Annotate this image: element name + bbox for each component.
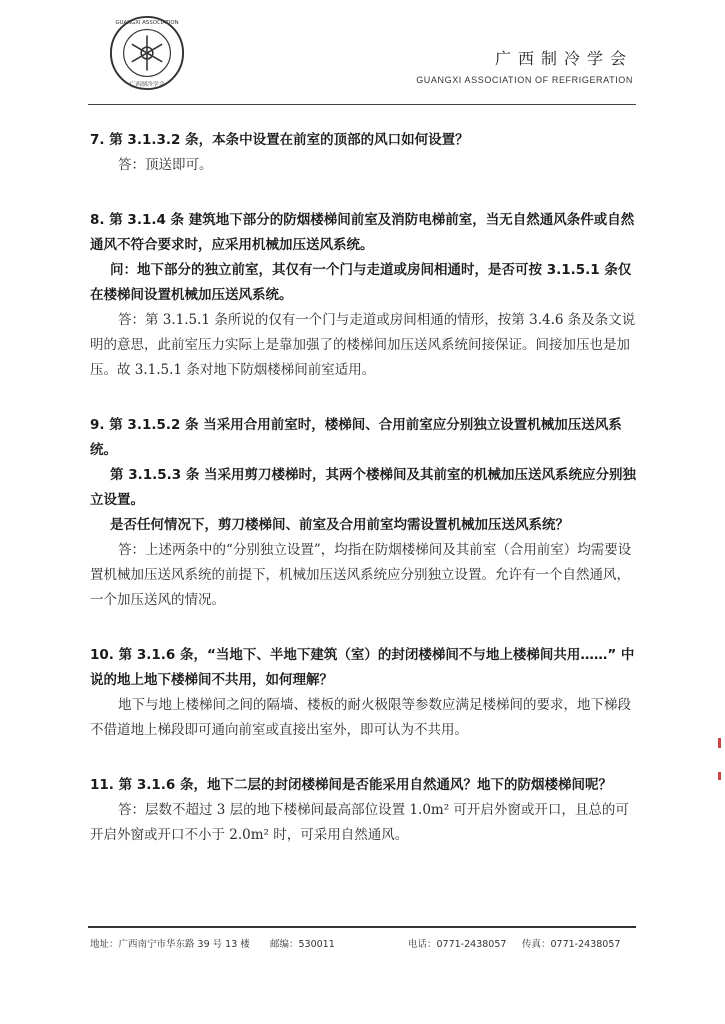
faq-item-8: [90, 208, 638, 383]
svg-text:广西制冷学会: 广西制冷学会: [129, 82, 165, 89]
faq-item-11: [90, 773, 638, 848]
faq-item-9: [90, 413, 638, 613]
question-text: 11. 第 3.1.6 条，地下二层的封闭楼梯间是否能采用自然通风？地下的防烟楼梯间呢？: [90, 777, 612, 793]
answer-text: 答：第 3.1.5.1 条所说的仅有一个门与走道或房间相通的情形，按第 3.4.6 条及条文说明的意思，此前室压力实际上是靠加强了的楼梯间加压送风系统间接保证。间接加压也是加压。故 3.1.5.1 条对地下防烟楼梯间前室适用。: [90, 312, 636, 378]
question-text: 10. 第 3.1.6 条，“当地下、半地下建筑（室）的封闭楼梯间不与地上楼梯间共用……” 中说的地上地下楼梯间不共用，如何理解？: [90, 647, 635, 688]
footer-divider: [88, 926, 636, 928]
scan-edge-mark: [718, 738, 721, 748]
faq-item-10: [90, 643, 638, 743]
answer-text: 答：上述两条中的“分别独立设置”，均指在防烟楼梯间及其前室（合用前室）均需要设置机械加压送风系统的前提下，机械加压送风系统应分别独立设置。允许有一个自然通风，一个加压送风的情况。: [90, 542, 632, 608]
footer-telephone: 电话：0771-2438057: [408, 939, 507, 950]
organization-name-chinese: 广西制冷学会: [494, 49, 633, 68]
answer-text: 答：层数不超过 3 层的地下楼梯间最高部位设置 1.0m² 可开启外窗或开口，且总的可开启外窗或开口不小于 2.0m² 时，可采用自然通风。: [90, 802, 629, 843]
header-organization: [416, 46, 633, 85]
question-text: 8. 第 3.1.4 条 建筑地下部分的防烟楼梯间前室及消防电梯前室，当无自然通风条件或自然通风不符合要求时，应采用机械加压送风系统。: [90, 212, 635, 253]
answer-text: 地下与地上楼梯间之间的隔墙、楼板的耐火极限等参数应满足楼梯间的要求，地下梯段不借道地上梯段即可通向前室或直接出室外，即可认为不共用。: [90, 697, 631, 738]
footer-postcode: 邮编：530011: [270, 939, 335, 950]
question-text: 第 3.1.5.3 条 当采用剪刀楼梯时，其两个楼梯间及其前室的机械加压送风系统应分别独立设置。: [90, 467, 637, 508]
organization-name-english: GUANGXI ASSOCIATION OF REFRIGERATION: [416, 75, 633, 85]
question-text: 7. 第 3.1.3.2 条，本条中设置在前室的顶部的风口如何设置？: [90, 132, 469, 148]
question-text: 问：地下部分的独立前室，其仅有一个门与走道或房间相通时，是否可按 3.1.5.1 条仅在楼梯间设置机械加压送风系统。: [90, 262, 632, 303]
scan-edge-mark: [718, 772, 721, 780]
association-seal-logo: [108, 14, 186, 92]
footer-address: 地址：广西南宁市华东路 39 号 13 楼: [90, 939, 250, 950]
footer-fax: 传真：0771-2438057: [522, 939, 621, 950]
faq-item-7: [90, 128, 638, 178]
header-divider: [88, 104, 636, 105]
answer-text: 答：顶送即可。: [118, 157, 213, 173]
question-text: 9. 第 3.1.5.2 条 当采用合用前室时，楼梯间、合用前室应分别独立设置机械加压送风系统。: [90, 417, 622, 458]
svg-text:GUANGXI ASSOCIATION: GUANGXI ASSOCIATION: [115, 19, 179, 26]
faq-content: [90, 128, 638, 878]
question-text: 是否任何情况下，剪刀楼梯间、前室及合用前室均需设置机械加压送风系统？: [110, 517, 569, 533]
